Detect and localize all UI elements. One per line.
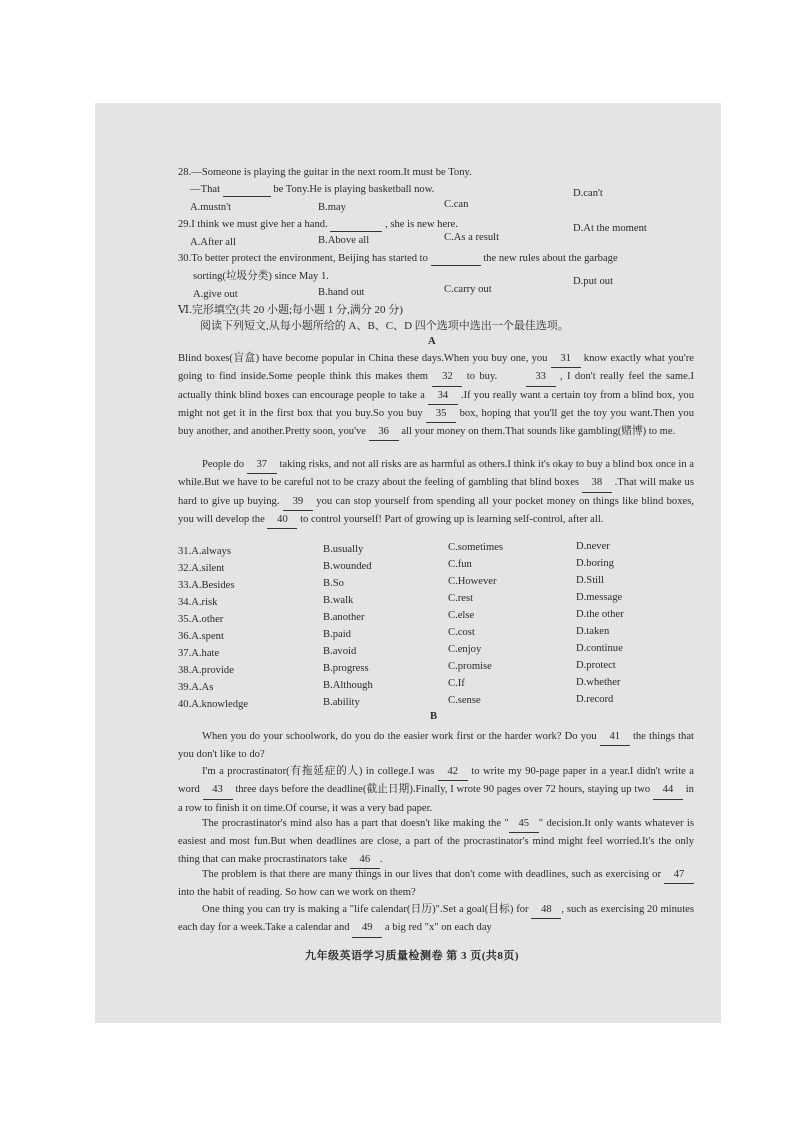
option-35-b[interactable]: B.another <box>323 612 365 623</box>
pb-p5-text-3: a big red "x" on each day <box>384 922 492 934</box>
option-37-b[interactable]: B.avoid <box>323 646 357 657</box>
pa-p2-text-1: People do <box>202 459 245 470</box>
option-38-d[interactable]: D.protect <box>576 660 616 671</box>
option-40-d[interactable]: D.record <box>576 694 614 705</box>
option-31-a[interactable]: 31.A.always <box>178 546 231 557</box>
q29-stem-pre: 29.I think we must give her a hand. <box>178 219 328 230</box>
pb-p5-text-2: , such as exercising 20 minutes each day for a week.Take a calendar and <box>178 904 694 934</box>
q30-blank[interactable] <box>431 252 481 266</box>
option-32-d[interactable]: D.boring <box>576 558 614 569</box>
option-32-c[interactable]: C.fun <box>448 559 472 570</box>
blank-31[interactable]: 31 <box>551 350 581 368</box>
option-33-b[interactable]: B.So <box>323 578 344 589</box>
blank-46[interactable]: 46 <box>350 851 380 869</box>
q29-blank[interactable] <box>330 218 382 232</box>
option-34-a[interactable]: 34.A.risk <box>178 597 218 608</box>
pb-p3-text-2: " decision.It only wants whatever is easiest and most fun.But when deadlines are close, a part of the procrastinator's mind might feel worried.It's the only thing that can make procrastinators take <box>178 818 694 865</box>
pb-p4-text-1: The problem is that there are many things in our lives that don't come with deadlines, such as exercising or <box>202 869 661 880</box>
section-6-instruction: 阅读下列短文,从每小题所给的 A、B、C、D 四个选项中选出一个最佳选项。 <box>200 320 569 332</box>
blank-37[interactable]: 37 <box>247 456 277 474</box>
option-36-d[interactable]: D.taken <box>576 626 610 637</box>
q28-blank[interactable] <box>223 183 271 197</box>
q28-option-a[interactable]: A.mustn't <box>190 202 232 213</box>
option-39-d[interactable]: D.whether <box>576 677 621 688</box>
pb-p1-text-2: the things that you don't like to do? <box>178 731 694 761</box>
option-40-c[interactable]: C.sense <box>448 695 481 706</box>
blank-33[interactable]: 33 <box>526 368 556 386</box>
pb-p2-text-1: I'm a procrastinator(有拖延症的人) in college.I was <box>202 766 435 777</box>
passage-b-paragraph-4 <box>178 866 694 902</box>
option-38-c[interactable]: C.promise <box>448 661 492 672</box>
pb-p3-text-3: . <box>379 853 383 865</box>
section-6-title: Ⅵ.完形填空(共 20 小题;每小题 1 分,满分 20 分) <box>178 304 403 316</box>
pa-p1-text-4: , I don't really feel the same.I actually think blind boxes can encourage people to take a <box>178 371 694 401</box>
passage-b-paragraph-1 <box>178 728 694 764</box>
option-38-b[interactable]: B.progress <box>323 663 369 674</box>
pa-p1-text-3: to buy. <box>466 371 498 383</box>
q30-option-c[interactable]: C.carry out <box>444 284 492 295</box>
option-34-c[interactable]: C.rest <box>448 593 474 604</box>
option-36-c[interactable]: C.cost <box>448 627 475 638</box>
q29-stem-post: , she is new here. <box>385 219 459 230</box>
pa-p1-text-1: Blind boxes(盲盒) have become popular in China these days.When you buy one, you <box>178 353 548 364</box>
pa-p1-text-5: .If you really want a certain toy from a blind box, you might not get it in the first box that you buy.So you buy <box>178 389 694 419</box>
option-31-c[interactable]: C.sometimes <box>448 542 504 553</box>
blank-48[interactable]: 48 <box>531 901 561 919</box>
option-40-b[interactable]: B.ability <box>323 697 360 708</box>
option-36-b[interactable]: B.paid <box>323 629 351 640</box>
passage-b-label: B <box>430 711 438 722</box>
q30-option-a[interactable]: A.give out <box>193 289 238 300</box>
blank-42[interactable]: 42 <box>438 763 468 781</box>
option-31-d[interactable]: D.never <box>576 541 610 552</box>
pa-p2-text-4: you can stop yourself from spending all your pocket money on things like blind boxes, you will develop the <box>178 495 694 525</box>
q29-option-d[interactable]: D.At the moment <box>573 223 647 234</box>
pa-p2-text-2: taking risks, and not all risks are as harmful as others.I think it's okay to buy a blind box once in a while.But we have to be careful not to be crazy about the feeling of gambling that blind boxes <box>178 459 694 489</box>
passage-b-paragraph-5 <box>178 901 694 938</box>
q29-option-b[interactable]: B.Above all <box>318 235 370 246</box>
option-35-c[interactable]: C.else <box>448 610 475 621</box>
page-footer: 九年级英语学习质量检测卷 第 3 页(共8页) <box>305 950 520 962</box>
q28-reply-pre: —That <box>190 184 221 195</box>
blank-43[interactable]: 43 <box>203 781 233 799</box>
blank-34[interactable]: 34 <box>428 387 458 405</box>
pb-p2-text-2: to write my 90-page paper in a year.I didn't write a word <box>178 766 695 796</box>
option-35-d[interactable]: D.the other <box>576 609 624 620</box>
q30-option-b[interactable]: B.hand out <box>318 287 365 298</box>
question-29-stem <box>178 218 458 232</box>
blank-49[interactable]: 49 <box>352 919 382 937</box>
passage-b-paragraph-2 <box>178 763 694 817</box>
option-34-b[interactable]: B.walk <box>323 595 354 606</box>
option-37-c[interactable]: C.enjoy <box>448 644 482 655</box>
q28-option-b[interactable]: B.may <box>318 202 346 213</box>
question-30-stem-line2: sorting(垃圾分类) since May 1. <box>193 271 329 282</box>
q28-option-d[interactable]: D.can't <box>573 188 603 199</box>
pb-p1-text-1: When you do your schoolwork, do you do the easier work first or the harder work? Do you <box>202 731 597 742</box>
option-38-a[interactable]: 38.A.provide <box>178 665 234 676</box>
option-39-a[interactable]: 39.A.As <box>178 682 214 693</box>
option-37-d[interactable]: D.continue <box>576 643 623 654</box>
pa-p1-text-6: box, hoping that you'll get the toy you want.Then you buy another, and another.Pretty soon, you've <box>178 407 695 438</box>
question-28-stem: 28.—Someone is playing the guitar in the next room.It must be Tony. <box>178 167 472 178</box>
blank-45[interactable]: 45 <box>509 815 539 833</box>
q30-stem-pre: 30.To better protect the environment, Beijing has started to <box>178 253 428 264</box>
option-34-d[interactable]: D.message <box>576 592 623 603</box>
pb-p4-text-2: into the habit of reading. So how can we work on them? <box>178 887 416 899</box>
blank-41[interactable]: 41 <box>600 728 630 746</box>
option-36-a[interactable]: 36.A.spent <box>178 631 224 642</box>
blank-35[interactable]: 35 <box>426 405 456 423</box>
option-40-a[interactable]: 40.A.knowledge <box>178 699 249 710</box>
question-30-stem <box>178 252 618 266</box>
blank-39[interactable]: 39 <box>283 493 313 511</box>
q29-option-c[interactable]: C.As a result <box>444 232 500 243</box>
blank-38[interactable]: 38 <box>582 474 612 492</box>
option-35-a[interactable]: 35.A.other <box>178 614 224 625</box>
blank-47[interactable]: 47 <box>664 866 694 884</box>
q29-option-a[interactable]: A.After all <box>190 237 236 248</box>
passage-b-paragraph-3 <box>178 815 694 869</box>
option-31-b[interactable]: B.usually <box>323 544 364 555</box>
pa-p2-text-3: .That will make us hard to give up buying. <box>178 477 694 507</box>
pb-p2-text-4: in a row to finish it on time.Of course, it was a very bad paper. <box>178 784 694 814</box>
q30-stem-post: the new rules about the garbage <box>483 253 618 264</box>
pb-p2-text-3: three days before the deadline(截止日期).Finally, I wrote 90 pages over 72 hours, staying up two <box>235 784 651 796</box>
passage-a-paragraph-1 <box>178 350 694 441</box>
passage-a-label: A <box>428 336 436 347</box>
pb-p3-text-1: The procrastinator's mind also has a part that doesn't like making the " <box>202 818 509 829</box>
passage-a-paragraph-2 <box>178 456 694 529</box>
blank-32[interactable]: 32 <box>432 368 462 386</box>
option-33-a[interactable]: 33.A.Besides <box>178 580 235 591</box>
option-33-c[interactable]: C.However <box>448 576 497 587</box>
q28-option-c[interactable]: C.can <box>444 199 469 210</box>
option-32-b[interactable]: B.wounded <box>323 561 372 572</box>
pa-p1-text-7: all your money on them.That sounds like gambling(赌博) to me. <box>401 426 676 438</box>
option-33-d[interactable]: D.Still <box>576 575 604 586</box>
option-32-a[interactable]: 32.A.silent <box>178 563 225 574</box>
pa-p2-text-5: to control yourself! Part of growing up is learning self-control, after all. <box>300 513 604 525</box>
blank-36[interactable]: 36 <box>369 423 399 441</box>
blank-40[interactable]: 40 <box>267 511 297 529</box>
question-28-reply <box>190 183 434 197</box>
pa-p1-text-2: know exactly what you're going to find inside.Some people think this makes them <box>178 353 694 383</box>
pb-p5-text-1: One thing you can try is making a "life calendar(日历)".Set a goal(目标) for <box>202 904 529 915</box>
option-39-b[interactable]: B.Although <box>323 680 373 691</box>
option-37-a[interactable]: 37.A.hate <box>178 648 220 659</box>
q30-option-d[interactable]: D.put out <box>573 276 614 287</box>
q28-reply-post: be Tony.He is playing basketball now. <box>273 184 435 195</box>
blank-44[interactable]: 44 <box>653 781 683 799</box>
option-39-c[interactable]: C.If <box>448 678 465 689</box>
